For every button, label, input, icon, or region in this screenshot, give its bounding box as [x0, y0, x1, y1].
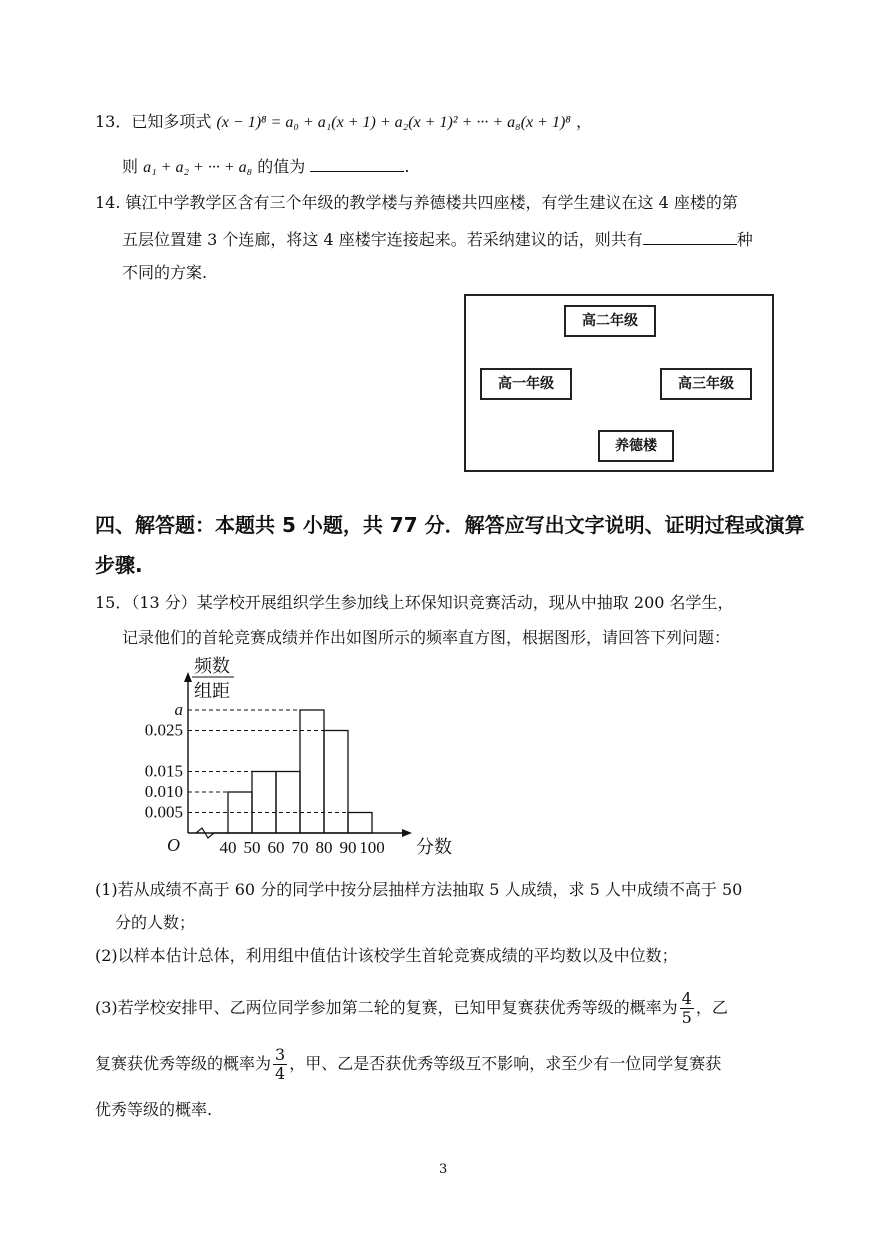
y-tick-label: a: [174, 700, 183, 719]
section4-heading-line1: 四、解答题：本题共 5 小题，共 77 分．解答应写出文字说明、证明过程或演算: [95, 513, 805, 537]
y-label-denominator: 组距: [194, 681, 230, 702]
fraction-three-fourths: [273, 1046, 287, 1083]
x-tick-label: 70: [291, 838, 309, 857]
x-tick-label: 40: [219, 838, 237, 857]
q15-line1: 15．（13 分）某学校开展组织学生参加线上环保知识竞赛活动，现从中抽取 200 名学生，: [95, 593, 734, 612]
frac1-numerator: 4: [681, 989, 692, 1008]
q15-part3-prefix: (3)若学校安排甲、乙两位同学参加第二轮的复赛，已知甲复赛获优秀等级的概率为: [95, 998, 678, 1017]
q13-period: .: [404, 157, 410, 176]
q15-part3-line1: [95, 988, 728, 1028]
y-axis-arrow: [184, 672, 192, 682]
q13-prefix: 13．已知多项式: [95, 112, 212, 131]
x-tick-label: 100: [359, 838, 385, 857]
building-yangde: 养德楼: [598, 430, 674, 462]
x-axis-arrow: [402, 829, 412, 837]
histogram-bar: [348, 813, 372, 834]
q14-line1: 14. 镇江中学教学区含有三个年级的教学楼与养德楼共四座楼，有学生建议在这 4 座楼的第: [95, 193, 738, 212]
q13-line2-prefix: 则: [122, 157, 139, 176]
frac2-numerator: 3: [275, 1045, 286, 1064]
y-label-numerator: 频数: [194, 656, 230, 677]
q14-line2: [122, 228, 753, 250]
y-tick-label: 0.015: [144, 761, 183, 781]
q13-line2: [122, 155, 409, 178]
q13-answer-blank[interactable]: [310, 155, 404, 172]
q15-part1-line1: (1)若从成绩不高于 60 分的同学中按分层抽样方法抽取 5 人成绩，求 5 人中成绩不高于 50: [95, 880, 743, 899]
x-tick-label: 80: [315, 838, 333, 857]
q15-part3-line2-prefix: 复赛获优秀等级的概率为: [95, 1054, 272, 1073]
x-axis-label: 分数: [416, 837, 452, 858]
q15-part2: (2)以样本估计总体，利用组中值估计该校学生首轮竞赛成绩的平均数以及中位数；: [95, 946, 678, 965]
q15-line2: 记录他们的首轮竞赛成绩并作出如图所示的频率直方图，根据图形，请回答下列问题：: [122, 628, 731, 647]
y-tick-label: 0.010: [144, 782, 183, 801]
origin-label: O: [167, 835, 180, 855]
q15-part3-suffix: ，乙: [695, 998, 728, 1017]
histogram-bar: [276, 772, 300, 834]
histogram-bar: [252, 772, 276, 834]
q14-line2-prefix: 五层位置建 3 个连廊，将这 4 座楼宇连接起来。若采纳建议的话，则共有: [122, 230, 643, 249]
x-tick-label: 50: [243, 838, 261, 857]
q13-sum-expr: a₁ + a₂ + ··· + a₈: [143, 159, 253, 176]
q15-part3-line2: [95, 1044, 721, 1084]
page-number: 3: [439, 1162, 448, 1177]
buildings-diagram: [464, 294, 774, 472]
histogram-bar: [300, 710, 324, 833]
frac1-denominator: 5: [681, 1008, 692, 1027]
x-tick-label: 60: [267, 838, 285, 857]
q13-line2-suffix: 的值为: [257, 157, 306, 176]
building-grade2: 高二年级: [564, 305, 656, 337]
fraction-four-fifths: [680, 990, 694, 1027]
q13-suffix: ，: [575, 112, 592, 131]
section4-heading-line2: 步骤.: [95, 553, 143, 577]
frac2-denominator: 4: [275, 1064, 286, 1083]
q13-line1: [95, 112, 592, 133]
q15-part3-line2-suffix: ，甲、乙是否获优秀等级互不影响，求至少有一位同学复赛获: [289, 1054, 722, 1073]
building-grade1: 高一年级: [480, 368, 572, 400]
frequency-histogram: [120, 650, 460, 865]
x-tick-label: 90: [339, 838, 357, 857]
q14-line3: 不同的方案.: [122, 263, 208, 282]
q15-part1-line2: 分的人数；: [115, 913, 196, 932]
histogram-bar: [324, 731, 348, 834]
q13-formula: (x − 1)⁸ = a₀ + a₁(x + 1) + a₂(x + 1)² + ··· + a₈(x + 1)⁸: [216, 114, 571, 131]
building-grade3: 高三年级: [660, 368, 752, 400]
y-tick-label: 0.005: [144, 802, 183, 822]
q14-line2-suffix: 种: [736, 230, 753, 249]
q14-answer-blank[interactable]: [643, 228, 737, 245]
y-tick-label: 0.025: [144, 720, 183, 740]
q15-part3-line3: 优秀等级的概率.: [95, 1100, 213, 1119]
